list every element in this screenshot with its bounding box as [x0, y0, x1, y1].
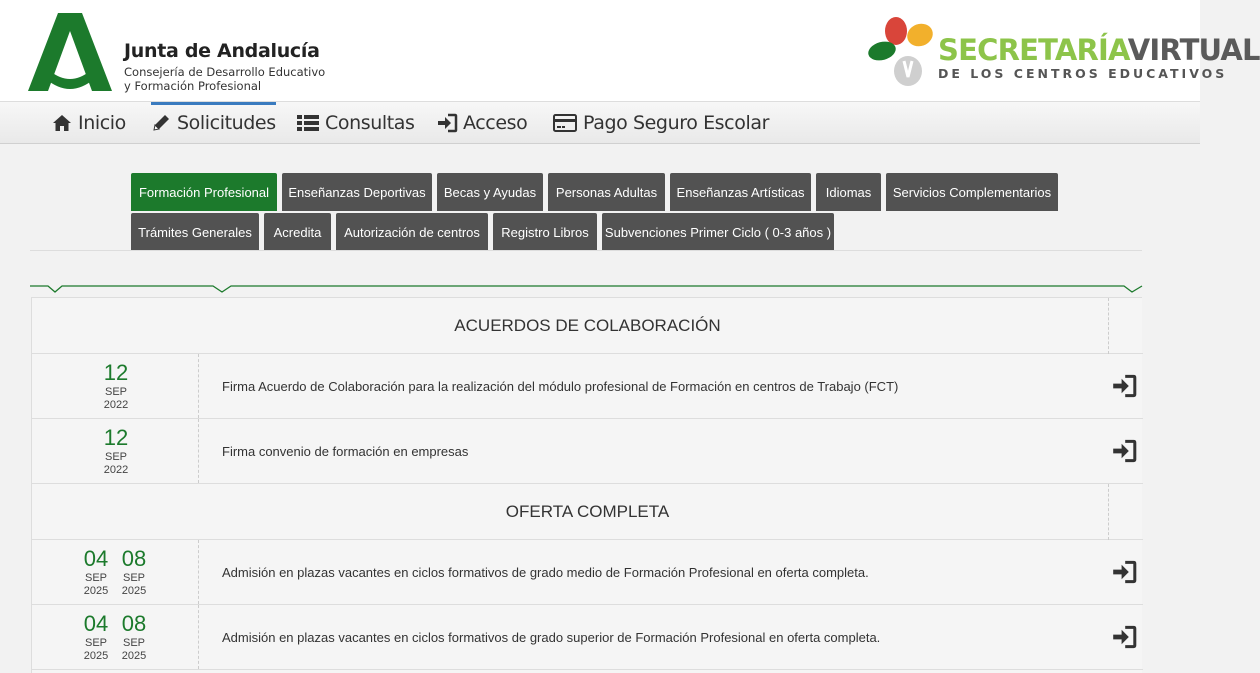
procedure-title[interactable]: Firma convenio de formación en empresas	[222, 443, 469, 459]
date-badge-start: 04 SEP 2025	[83, 611, 109, 662]
secretaria-virtual-subtitle: DE LOS CENTROS EDUCATIVOS	[938, 66, 1228, 81]
date-badge-end: 08 SEP 2025	[121, 611, 147, 662]
procedure-row[interactable]	[32, 354, 1143, 419]
section-indicator-line	[30, 280, 1142, 294]
sign-in-icon[interactable]	[1112, 625, 1136, 649]
date-column	[32, 540, 199, 604]
tab-ensenanzas-deportivas[interactable]: Enseñanzas Deportivas	[282, 173, 432, 211]
junta-andalucia-logo[interactable]	[28, 13, 112, 91]
org-subtitle-1: Consejería de Desarrollo Educativo	[124, 65, 326, 79]
procedure-title[interactable]: Firma Acuerdo de Colaboración para la realización del módulo profesional de Formación en centros de Trabajo (FCT)	[222, 378, 899, 394]
tabs-divider	[30, 250, 1142, 251]
tab-tramites-generales[interactable]: Trámites Generales	[131, 213, 259, 251]
procedures-panel	[31, 297, 1142, 673]
home-icon	[52, 114, 72, 132]
section-header	[32, 484, 1143, 540]
tab-formacion-profesional[interactable]: Formación Profesional	[131, 173, 277, 211]
list-icon	[297, 114, 319, 132]
section-title: ACUERDOS DE COLABORACIÓN	[454, 315, 721, 335]
secretaria-virtual-logo[interactable]	[868, 17, 936, 87]
procedure-row[interactable]	[32, 605, 1143, 670]
section-header	[32, 298, 1143, 354]
date-column	[32, 605, 199, 669]
section-title: OFERTA COMPLETA	[505, 501, 670, 521]
date-badge: 12 SEP 2022	[103, 360, 129, 411]
procedure-title[interactable]: Admisión en plazas vacantes en ciclos formativos de grado medio de Formación Profesional en oferta completa.	[222, 564, 869, 580]
tab-personas-adultas[interactable]: Personas Adultas	[548, 173, 665, 211]
tab-autorizacion-centros[interactable]: Autorización de centros	[336, 213, 488, 251]
secretaria-virtual-title: SECRETARÍAVIRTUAL	[938, 33, 1260, 67]
nav-label: Consultas	[325, 112, 415, 134]
sign-in-icon[interactable]	[1112, 560, 1136, 584]
main-nav	[0, 102, 1200, 144]
date-badge-end: 08 SEP 2025	[121, 546, 147, 597]
org-subtitle-2: y Formación Profesional	[124, 79, 262, 93]
tab-idiomas[interactable]: Idiomas	[816, 173, 881, 211]
tab-becas-ayudas[interactable]: Becas y Ayudas	[437, 173, 543, 211]
procedure-row[interactable]	[32, 419, 1143, 484]
sign-in-icon[interactable]	[1112, 439, 1136, 463]
tab-ensenanzas-artisticas[interactable]: Enseñanzas Artísticas	[670, 173, 811, 211]
credit-card-icon	[553, 114, 577, 132]
date-badge-start: 04 SEP 2025	[83, 546, 109, 597]
procedure-row[interactable]	[32, 540, 1143, 605]
nav-label: Pago Seguro Escolar	[583, 112, 769, 134]
sign-in-icon	[437, 114, 457, 132]
nav-acceso[interactable]	[437, 102, 527, 144]
nav-label: Solicitudes	[177, 112, 276, 134]
nav-label: Inicio	[78, 112, 126, 134]
site-header	[0, 0, 1260, 102]
tab-registro-libros[interactable]: Registro Libros	[493, 213, 597, 251]
org-name-block	[124, 40, 325, 93]
nav-solicitudes[interactable]	[151, 102, 276, 144]
nav-consultas[interactable]	[297, 102, 415, 144]
date-column	[32, 419, 199, 483]
sign-in-icon[interactable]	[1112, 374, 1136, 398]
tab-acredita[interactable]: Acredita	[264, 213, 331, 251]
nav-pago-seguro-escolar[interactable]	[553, 102, 769, 144]
nav-inicio[interactable]	[52, 102, 126, 144]
nav-label: Acceso	[463, 112, 528, 134]
procedure-title[interactable]: Admisión en plazas vacantes en ciclos formativos de grado superior de Formación Profesional en oferta completa.	[222, 629, 881, 645]
org-title: Junta de Andalucía	[124, 40, 320, 62]
date-column	[32, 354, 199, 418]
pencil-icon	[151, 113, 171, 133]
tab-servicios-complementarios[interactable]: Servicios Complementarios	[886, 173, 1058, 211]
tab-subvenciones-primer-ciclo[interactable]: Subvenciones Primer Ciclo ( 0-3 años )	[602, 213, 834, 251]
date-badge: 12 SEP 2022	[103, 425, 129, 476]
